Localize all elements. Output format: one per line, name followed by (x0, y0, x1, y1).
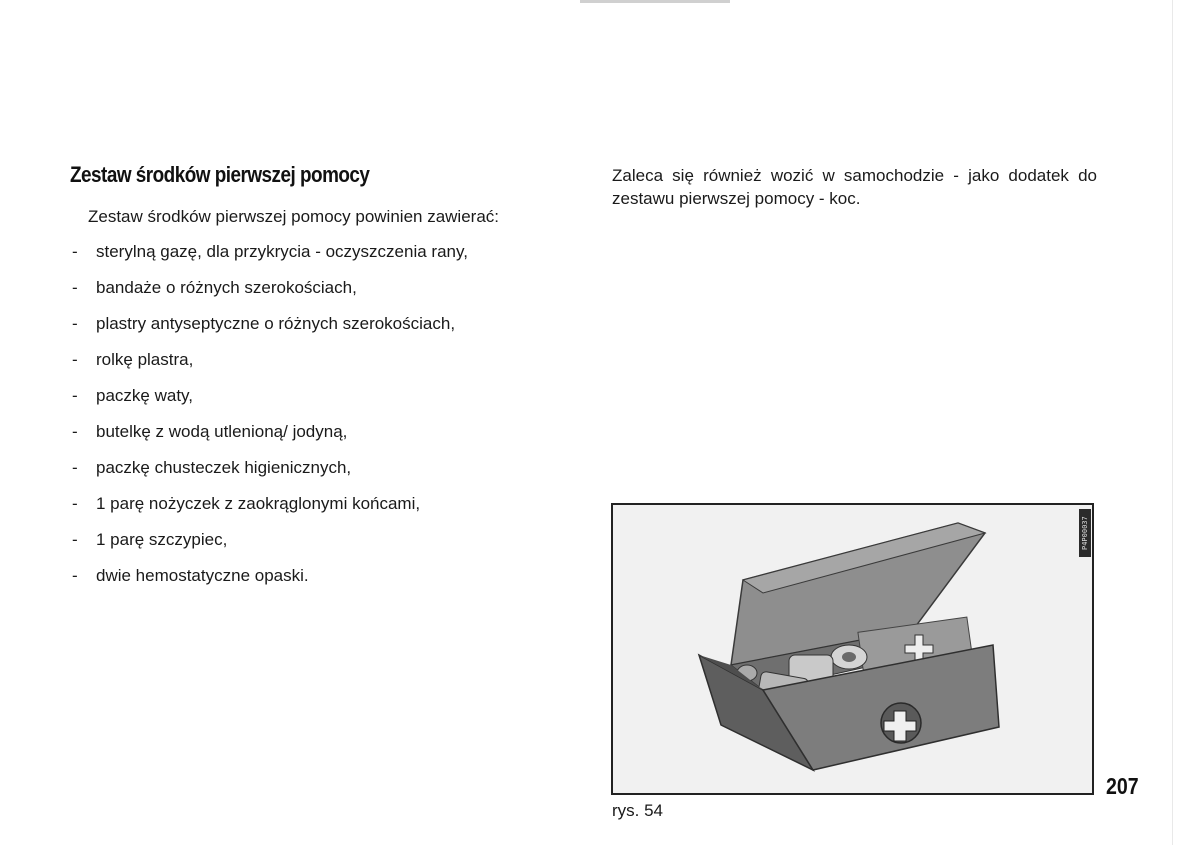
top-edge-mark (580, 0, 730, 3)
figure-first-aid-kit (611, 503, 1094, 795)
list-bullet: - (72, 314, 78, 333)
figure-caption: rys. 54 (612, 801, 664, 820)
list-item-text: dwie hemostatyczne opaski. (96, 566, 309, 585)
list-item (70, 450, 590, 486)
list-bullet: - (72, 242, 78, 261)
list-item (70, 558, 590, 594)
first-aid-kit-box-icon (613, 505, 1092, 793)
side-note (612, 164, 1097, 210)
first-aid-items-list (70, 234, 590, 594)
side-note-text: Zaleca się również wozić w samochodzie - jako dodatek do zestawu pierwszej pomocy - koc. (612, 166, 1097, 208)
list-item-text: paczkę waty, (96, 386, 194, 405)
list-item-text: bandaże o różnych szerokościach, (96, 278, 357, 297)
list-item (70, 486, 590, 522)
list-bullet: - (72, 350, 78, 369)
list-item-text: rolkę plastra, (96, 350, 194, 369)
list-bullet: - (72, 386, 78, 405)
list-bullet: - (72, 494, 78, 513)
list-item (70, 378, 590, 414)
list-item-text: plastry antyseptyczne o różnych szerokościach, (96, 314, 456, 333)
list-item-text: 1 parę nożyczek z zaokrąglonymi końcami, (96, 494, 421, 513)
list-bullet: - (72, 530, 78, 549)
list-item (70, 522, 590, 558)
list-bullet: - (72, 458, 78, 477)
list-item-text: sterylną gazę, dla przykrycia - oczyszczenia rany, (96, 242, 468, 261)
list-item (70, 270, 590, 306)
list-item (70, 414, 590, 450)
page-edge (1172, 0, 1173, 845)
list-item-text: butelkę z wodą utlenioną/ jodyną, (96, 422, 348, 441)
list-item (70, 306, 590, 342)
list-bullet: - (72, 422, 78, 441)
section-title: Zestaw środków pierwszej pomocy (70, 162, 370, 187)
page-number: 207 (1106, 773, 1139, 799)
list-item-text: 1 parę szczypiec, (96, 530, 228, 549)
list-item (70, 342, 590, 378)
list-bullet: - (72, 566, 78, 585)
left-column (70, 160, 590, 594)
intro-text: Zestaw środków pierwszej pomocy powinien zawierać: (88, 207, 499, 226)
figure-code-label: P4P00037 (1079, 509, 1091, 557)
list-bullet: - (72, 278, 78, 297)
list-item-text: paczkę chusteczek higienicznych, (96, 458, 352, 477)
list-item (70, 234, 590, 270)
